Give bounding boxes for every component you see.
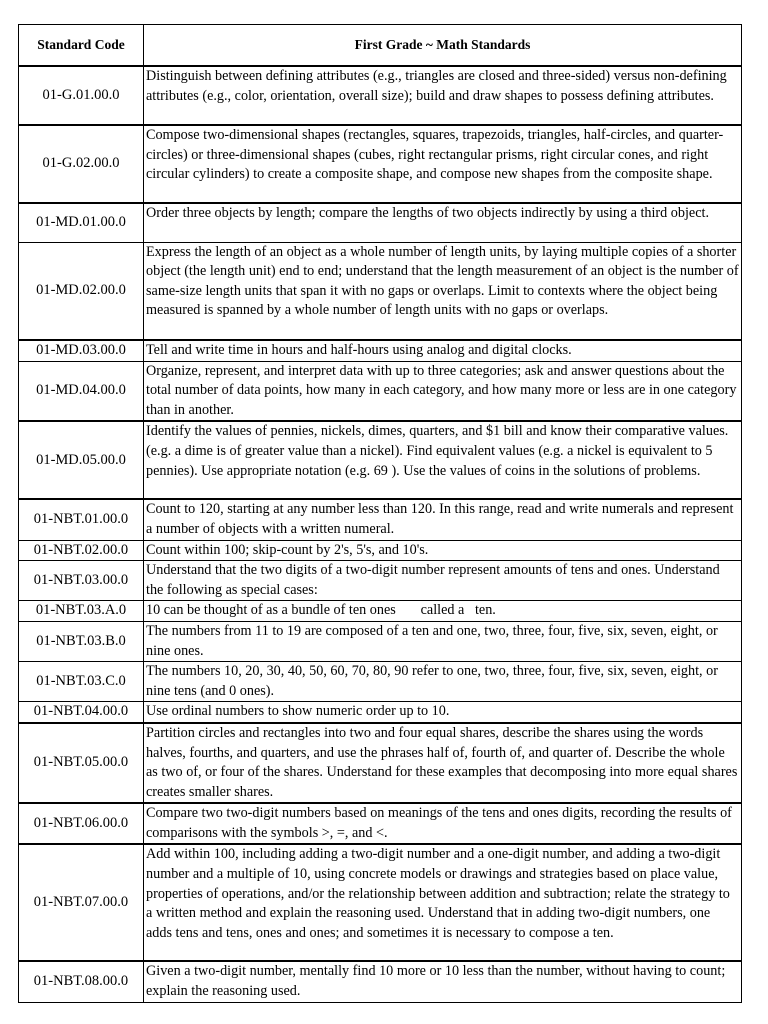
table-row xyxy=(19,66,742,125)
standard-code: 01-NBT.03.C.0 xyxy=(19,662,144,702)
standard-description: Distinguish between defining attributes (e.g., triangles are closed and three-sided) versus non-defining attributes (e.g., color, orientation, overall size); build and draw shapes to possess defining attributes. xyxy=(144,66,742,125)
standard-description: Count within 100; skip-count by 2's, 5's, and 10's. xyxy=(144,540,742,561)
standard-description: Express the length of an object as a whole number of length units, by laying multiple copies of a shorter object (the length unit) end to end; understand that the length measurement of an object is the number of same-size length units that span it with no gaps or overlaps. Limit to contexts where the object being measured is spanned by a whole number of length units with no gaps or overlaps. xyxy=(144,242,742,340)
standard-description: 10 can be thought of as a bundle of ten ones called a ten. xyxy=(144,601,742,622)
table-row xyxy=(19,723,742,803)
table-row xyxy=(19,361,742,421)
standard-code: 01-NBT.02.00.0 xyxy=(19,540,144,561)
table-row xyxy=(19,125,742,203)
standard-code: 01-MD.03.00.0 xyxy=(19,340,144,361)
standard-code-header: Standard Code xyxy=(19,25,144,67)
standards-table xyxy=(18,24,742,1003)
standard-code: 01-G.01.00.0 xyxy=(19,66,144,125)
table-row xyxy=(19,540,742,561)
table-row xyxy=(19,421,742,499)
table-header-row xyxy=(19,25,742,67)
standard-description: Given a two-digit number, mentally find 10 more or 10 less than the number, without having to count; explain the reasoning used. xyxy=(144,961,742,1002)
standard-description: Tell and write time in hours and half-hours using analog and digital clocks. xyxy=(144,340,742,361)
standards-page xyxy=(18,24,741,1003)
standard-description: Compare two two-digit numbers based on meanings of the tens and ones digits, recording the results of comparisons with the symbols >, =, and <. xyxy=(144,803,742,844)
standard-description: Add within 100, including adding a two-digit number and a one-digit number, and adding a two-digit number and a multiple of 10, using concrete models or drawings and strategies based on place value, properties of operations, and/or the relationship between addition and subtraction; relate the strategy to a written method and explain the reasoning used. Understand that in adding two-digit numbers, one adds tens and tens, ones and ones; and sometimes it is necessary to compose a ten. xyxy=(144,844,742,961)
standard-code: 01-NBT.03.B.0 xyxy=(19,621,144,661)
standard-code: 01-NBT.03.00.0 xyxy=(19,561,144,601)
standard-code: 01-NBT.06.00.0 xyxy=(19,803,144,844)
table-row xyxy=(19,702,742,723)
table-row xyxy=(19,203,742,242)
table-row xyxy=(19,601,742,622)
standard-description: Order three objects by length; compare the lengths of two objects indirectly by using a third object. xyxy=(144,203,742,242)
standard-code: 01-MD.04.00.0 xyxy=(19,361,144,421)
standard-code: 01-NBT.01.00.0 xyxy=(19,499,144,540)
table-row xyxy=(19,961,742,1002)
table-row xyxy=(19,844,742,961)
standard-code: 01-MD.05.00.0 xyxy=(19,421,144,499)
standard-code: 01-NBT.08.00.0 xyxy=(19,961,144,1002)
standard-code: 01-MD.01.00.0 xyxy=(19,203,144,242)
table-row xyxy=(19,662,742,702)
standard-description: Identify the values of pennies, nickels, dimes, quarters, and $1 bill and know their comparative values. (e.g. a dime is of greater value than a nickel). Find equivalent values (e.g. a nickel is equivalent to 5 pennies). Use appropriate notation (e.g. 69 ). Use the values of coins in the solutions of problems. xyxy=(144,421,742,499)
standard-code: 01-NBT.03.A.0 xyxy=(19,601,144,622)
standard-description: Compose two-dimensional shapes (rectangles, squares, trapezoids, triangles, half-circles, and quarter-circles) or three-dimensional shapes (cubes, right rectangular prisms, right circular cones, and right circular cylinders) to create a composite shape, and compose new shapes from the composite shape. xyxy=(144,125,742,203)
standard-description: The numbers 10, 20, 30, 40, 50, 60, 70, 80, 90 refer to one, two, three, four, five, six, seven, eight, or nine tens (and 0 ones). xyxy=(144,662,742,702)
table-row xyxy=(19,242,742,340)
standard-code: 01-NBT.07.00.0 xyxy=(19,844,144,961)
standard-description: Count to 120, starting at any number less than 120. In this range, read and write numerals and represent a number of objects with a written numeral. xyxy=(144,499,742,540)
standard-description: Understand that the two digits of a two-digit number represent amounts of tens and ones. Understand the following as special cases: xyxy=(144,561,742,601)
table-title-header: First Grade ~ Math Standards xyxy=(144,25,742,67)
standard-description: Partition circles and rectangles into two and four equal shares, describe the shares using the words halves, fourths, and quarters, and use the phrases half of, fourth of, and quarter of. Describe the whole as two of, or four of the shares. Understand for these examples that decomposing into more equal shares creates smaller shares. xyxy=(144,723,742,803)
standard-description: The numbers from 11 to 19 are composed of a ten and one, two, three, four, five, six, seven, eight, or nine ones. xyxy=(144,621,742,661)
table-row xyxy=(19,803,742,844)
standard-code: 01-NBT.04.00.0 xyxy=(19,702,144,723)
standard-code: 01-MD.02.00.0 xyxy=(19,242,144,340)
standard-code: 01-G.02.00.0 xyxy=(19,125,144,203)
table-row xyxy=(19,621,742,661)
table-row xyxy=(19,561,742,601)
table-row xyxy=(19,340,742,361)
standard-description: Use ordinal numbers to show numeric order up to 10. xyxy=(144,702,742,723)
standard-code: 01-NBT.05.00.0 xyxy=(19,723,144,803)
standard-description: Organize, represent, and interpret data with up to three categories; ask and answer questions about the total number of data points, how many in each category, and how many more or less are in one category than in another. xyxy=(144,361,742,421)
table-row xyxy=(19,499,742,540)
